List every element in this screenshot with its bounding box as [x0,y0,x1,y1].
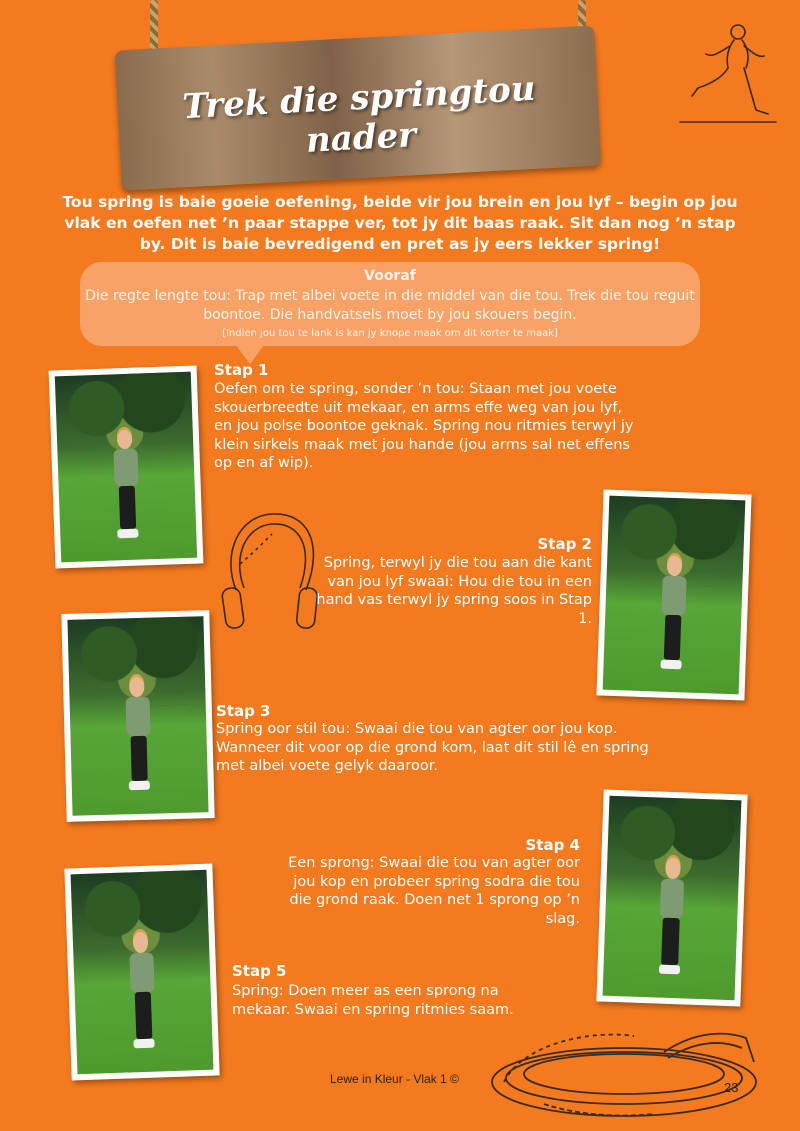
step-5-photo [64,863,219,1080]
step-4-photo [596,790,747,1007]
intro-text: Tou spring is baie goeie oefening, beide vir jou brein en jou lyf – begin op jou vlak en oefen net ’n paar stappe ver, tot jy dit baas raak. Sit dan nog ’n stap by. Dit is baie bevredigend en pret as jy eers lekker spring! [62,193,738,253]
step-3-text: Spring oor stil tou: Swaai die tou van agter oor jou kop. Wanneer dit voor op die grond kom, laat dit stil lê en spring met albei voete gelyk daaroor. [216,721,649,774]
step-1-text: Oefen om te spring, sonder ’n tou: Staan met jou voete skouerbreedte uit mekaar, en arms effe weg van jou lyf, en jou polse boontoe geknak. Spring nou ritmies terwyl jy klein sirkels maak met jou hande (jou arms sal net effens op en af wip). [214,381,634,471]
step-1-photo [49,365,204,568]
step-5-text: Spring: Doen meer as een sprong na mekaar. Swaai en spring ritmies saam. [232,983,514,1018]
step-4-title: Stap 4 [525,836,580,854]
step-3-title: Stap 3 [216,702,271,720]
step-1-title: Stap 1 [214,361,269,379]
footer-text: Lewe in Kleur - Vlak 1 © [330,1072,459,1086]
page-number: 23 [724,1080,739,1095]
step-2-text: Spring, terwyl jy die tou aan die kant van jou lyf swaai: Hou die tou in een hand vas terwyl jy spring soos in Stap 1. [316,555,592,627]
runner-icon [676,18,780,126]
vooraf-title: Vooraf [364,268,416,284]
page-title: Trek die springtou nader [181,68,537,161]
step-4-text: Een sprong: Swaai die tou van agter oor jou kop en probeer spring sodra die tou die grond raak. Doen net 1 sprong op ’n slag. [288,855,580,927]
step-2-title: Stap 2 [537,535,592,553]
vooraf-note: [Indien jou tou te lank is kan jy knope maak om dit korter te maak] [222,328,558,339]
coiled-rope-icon [484,1022,784,1128]
step-3-photo [61,610,214,822]
vooraf-body: Die regte lengte tou: Trap met albei voete in die middel van die tou. Trek die tou reguit boontoe. Die handvatsels moet by jou skouers begin. [85,288,695,323]
step-2-photo [596,489,751,700]
step-5-title: Stap 5 [232,962,287,980]
